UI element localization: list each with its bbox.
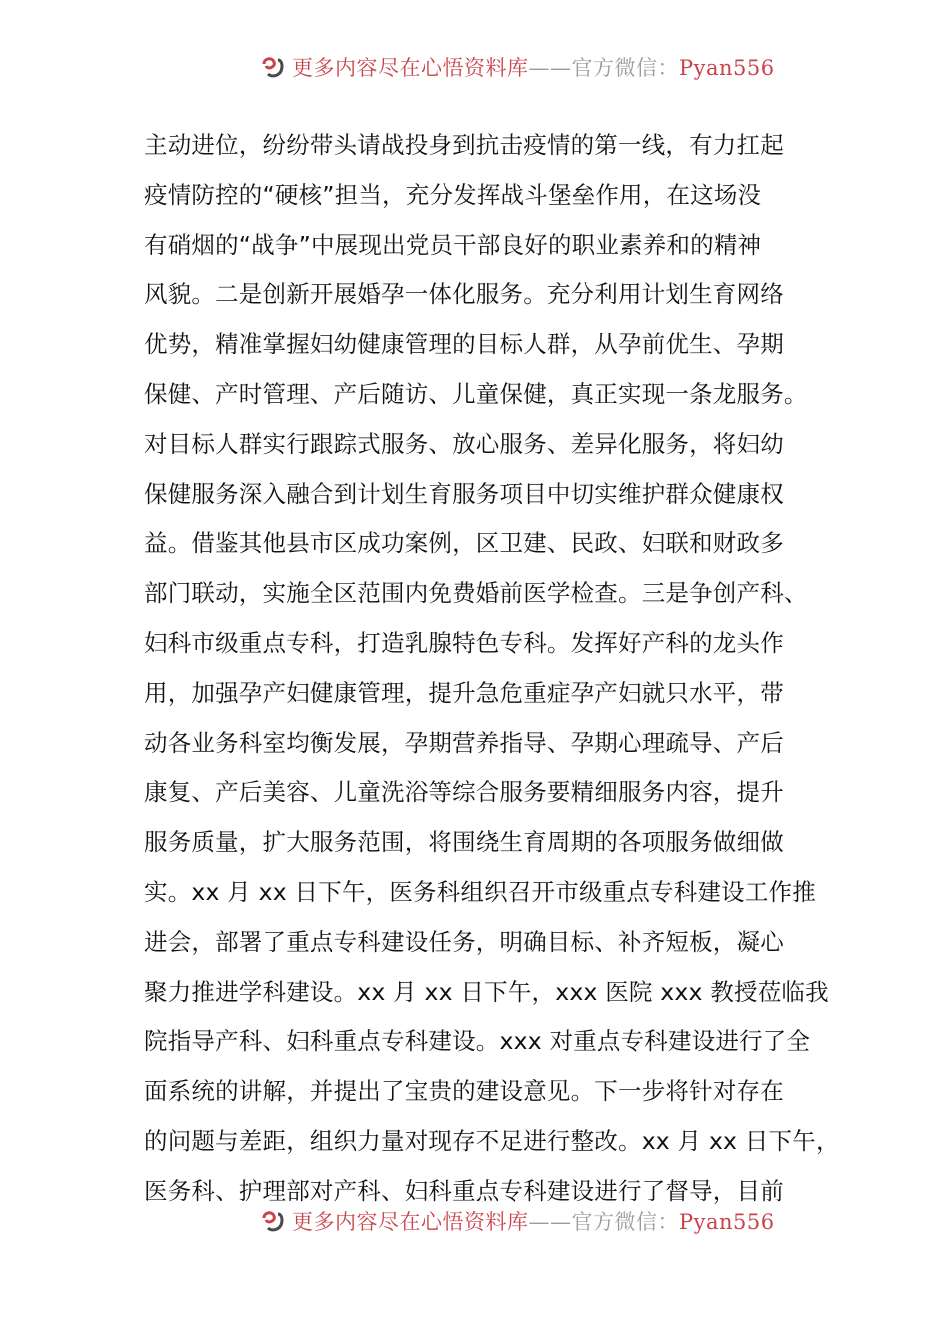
text-line: 风貌。二是创新开展婚孕一体化服务。充分利用计划生育网络 (144, 280, 784, 309)
text-line: 优势，精准掌握妇幼健康管理的目标人群，从孕前优生、孕期 (144, 330, 784, 359)
text-line: 医务科、护理部对产科、妇科重点专科建设进行了督导，目前 (144, 1176, 784, 1205)
text-line: 有硝烟的“战争”中展现出党员干部良好的职业素养和的精神 (144, 230, 762, 259)
text-line: 面系统的讲解，并提出了宝贵的建设意见。下一步将针对存在 (144, 1077, 784, 1106)
text-line: 聚力推进学科建设。xx 月 xx 日下午，xxx 医院 xxx 教授莅临我 (144, 977, 829, 1006)
header-watermark (0, 50, 950, 80)
watermark-text: 更多内容尽在心悟资料库——官方微信：Pyan556 (292, 56, 775, 80)
text-line: 疫情防控的“硬核”担当，充分发挥战斗堡垒作用，在这场没 (144, 180, 762, 209)
text-line: 对目标人群实行跟踪式服务、放心服务、差异化服务，将妇幼 (144, 429, 784, 458)
text-line: 保健、产时管理、产后随访、儿童保健，真正实现一条龙服务。 (144, 379, 808, 408)
text-line: 保健服务深入融合到计划生育服务项目中切实维护群众健康权 (144, 479, 784, 508)
text-line: 用，加强孕产妇健康管理，提升急危重症孕产妇就只水平，带 (144, 678, 784, 707)
text-line: 院指导产科、妇科重点专科建设。xxx 对重点专科建设进行了全 (144, 1027, 811, 1056)
text-line: 实。xx 月 xx 日下午，医务科组织召开市级重点专科建设工作推 (144, 877, 816, 906)
text-line: 妇科市级重点专科，打造乳腺特色专科。发挥好产科的龙头作 (144, 628, 784, 657)
text-line: 康复、产后美容、儿童洗浴等综合服务要精细服务内容，提升 (144, 778, 784, 807)
text-line: 动各业务科室均衡发展，孕期营养指导、孕期心理疏导、产后 (144, 728, 784, 757)
text-line: 部门联动，实施全区范围内免费婚前医学检查。三是争创产科、 (144, 579, 808, 608)
document-body (144, 121, 840, 1217)
watermark-logo-icon (258, 52, 288, 80)
text-line: 主动进位，纷纷带头请战投身到抗击疫情的第一线，有力扛起 (144, 131, 784, 159)
text-line: 益。借鉴其他县市区成功案例，区卫建、民政、妇联和财政多 (144, 529, 784, 558)
text-line: 服务质量，扩大服务范围，将围绕生育周期的各项服务做细做 (144, 828, 784, 857)
watermark-logo-icon (258, 1206, 288, 1234)
text-line: 的问题与差距，组织力量对现存不足进行整改。xx 月 xx 日下午， (144, 1126, 840, 1155)
footer-watermark (0, 1200, 950, 1234)
watermark-text: 更多内容尽在心悟资料库——官方微信：Pyan556 (292, 1210, 775, 1234)
text-line: 进会，部署了重点专科建设任务，明确目标、补齐短板，凝心 (144, 927, 784, 956)
